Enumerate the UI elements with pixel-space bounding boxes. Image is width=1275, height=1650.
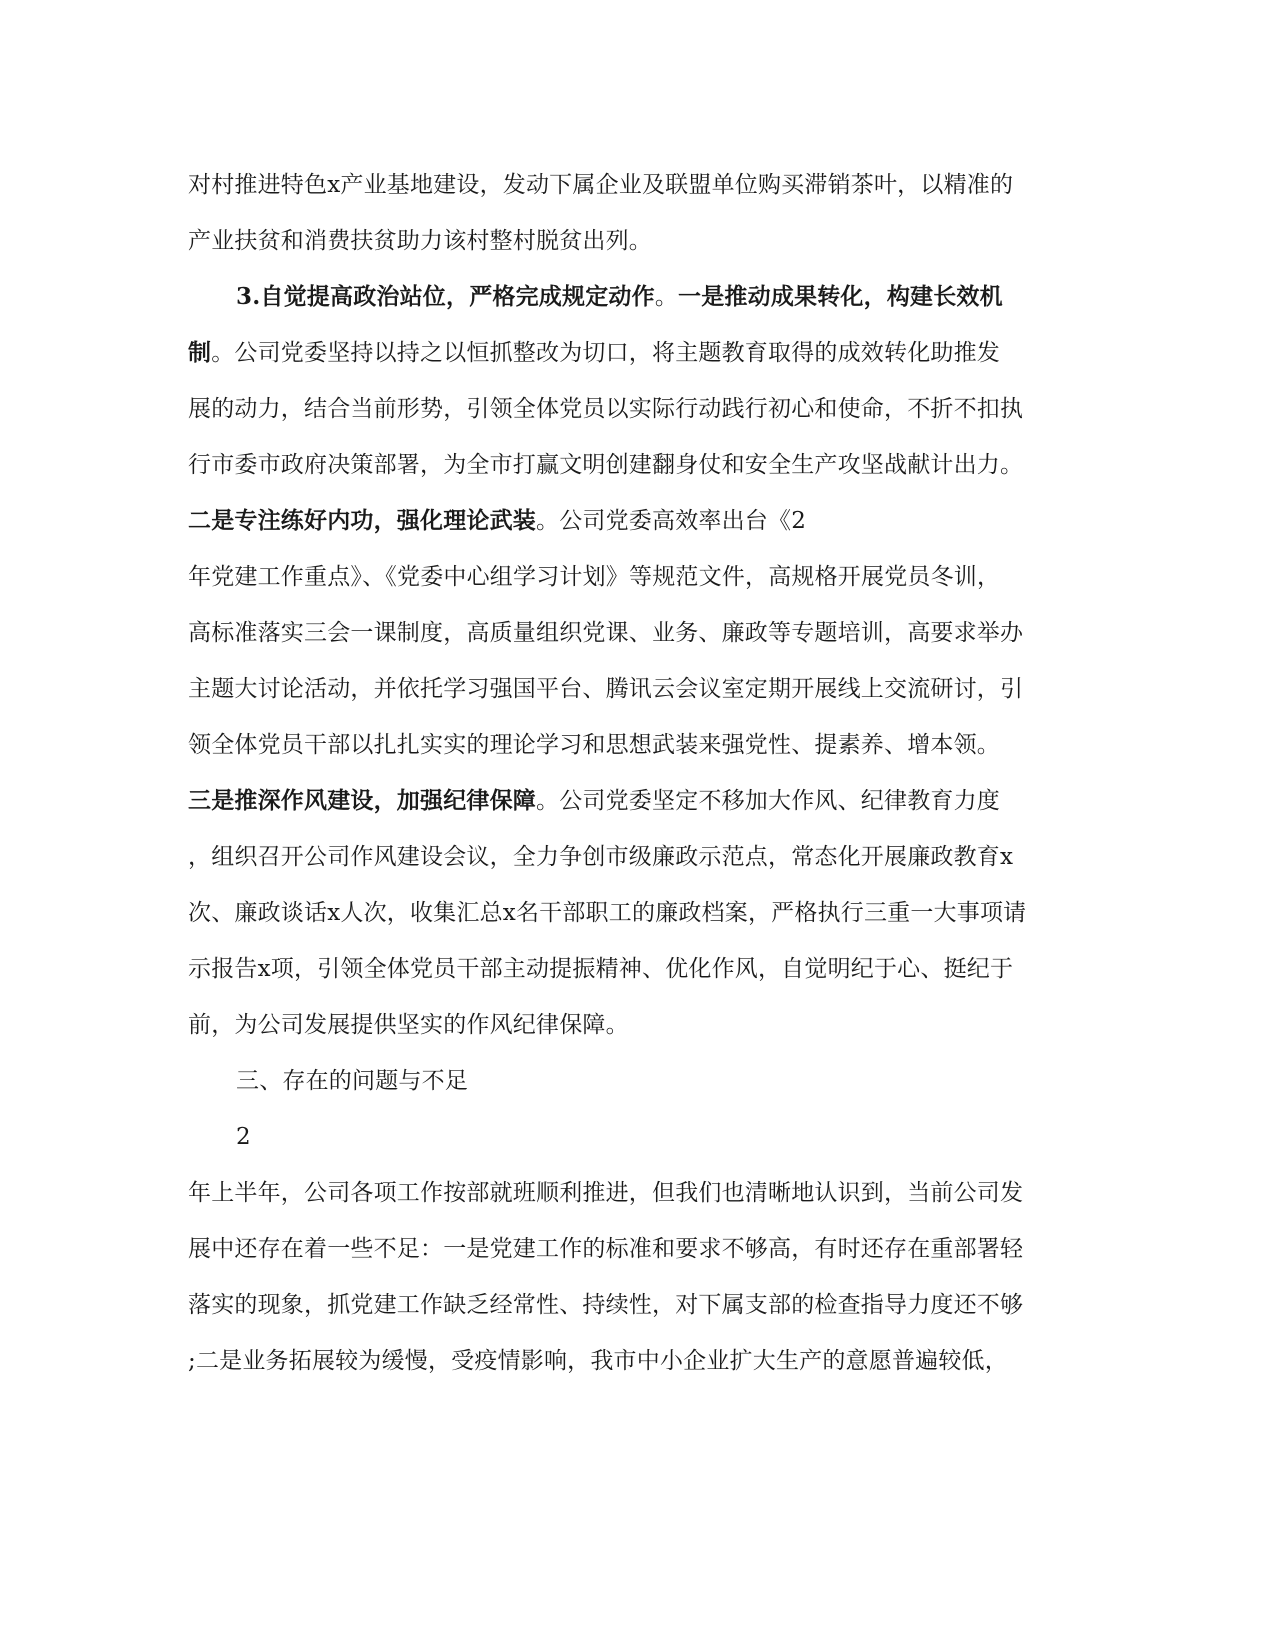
text-line bbox=[188, 170, 1013, 200]
text-line bbox=[188, 842, 1013, 872]
text-segment: 2 bbox=[236, 1124, 251, 1150]
text-line bbox=[236, 282, 1003, 312]
text-line bbox=[188, 1346, 1008, 1376]
text-line bbox=[188, 1290, 1023, 1320]
text-segment: 。公司党委高效率出台《2 bbox=[536, 508, 807, 534]
text-segment: 示报告x项，引领全体党员干部主动提振精神、优化作风，自觉明纪于心、挺纪于 bbox=[188, 956, 1014, 982]
text-segment: 前，为公司发展提供坚实的作风纪律保障。 bbox=[188, 1012, 629, 1038]
bold-heading-segment: 三是推深作风建设，加强纪律保障 bbox=[188, 787, 536, 814]
text-line bbox=[188, 562, 1000, 592]
text-line bbox=[188, 450, 1023, 480]
bold-heading-segment: 制 bbox=[188, 339, 212, 366]
text-line bbox=[188, 506, 806, 536]
text-line bbox=[188, 338, 1000, 368]
text-segment: 行市委市政府决策部署，为全市打赢文明创建翻身仗和安全生产攻坚战献计出力。 bbox=[188, 452, 1024, 478]
text-line bbox=[188, 1010, 629, 1040]
text-segment: 领全体党员干部以扎扎实实的理论学习和思想武装来强党性、提素养、增本领。 bbox=[188, 732, 1000, 758]
text-segment: 三、存在的问题与不足 bbox=[236, 1068, 468, 1094]
text-segment: 产业扶贫和消费扶贫助力该村整村脱贫出列。 bbox=[188, 228, 652, 254]
text-segment: 展中还存在着一些不足：一是党建工作的标准和要求不够高，有时还存在重部署轻 bbox=[188, 1236, 1024, 1262]
text-segment: 。 bbox=[654, 284, 679, 310]
text-segment: 次、廉政谈话x人次，收集汇总x名干部职工的廉政档案，严格执行三重一大事项请 bbox=[188, 900, 1027, 926]
text-segment: 高标准落实三会一课制度，高质量组织党课、业务、廉政等专题培训，高要求举办 bbox=[188, 620, 1024, 646]
text-segment: 展的动力，结合当前形势，引领全体党员以实际行动践行初心和使命，不折不扣执 bbox=[188, 396, 1024, 422]
text-line bbox=[188, 786, 1000, 816]
text-segment: 对村推进特色x产业基地建设，发动下属企业及联盟单位购买滞销茶叶，以精准的 bbox=[188, 172, 1014, 198]
text-segment: 。公司党委坚定不移加大作风、纪律教育力度 bbox=[536, 788, 1000, 814]
text-segment: ;二是业务拓展较为缓慢，受疫情影响，我市中小企业扩大生产的意愿普遍较低， bbox=[188, 1348, 1008, 1374]
text-segment: 主题大讨论活动，并依托学习强国平台、腾讯云会议室定期开展线上交流研讨，引 bbox=[188, 676, 1024, 702]
text-segment: ，组织召开公司作风建设会议，全力争创市级廉政示范点，常态化开展廉政教育x bbox=[188, 844, 1014, 870]
text-segment: 。公司党委坚持以持之以恒抓整改为切口，将主题教育取得的成效转化助推发 bbox=[211, 340, 1001, 366]
bold-heading-segment: 一是推动成果转化，构建长效机 bbox=[678, 283, 1003, 310]
text-segment: 落实的现象，抓党建工作缺乏经常性、持续性，对下属支部的检查指导力度还不够 bbox=[188, 1292, 1024, 1318]
text-line bbox=[188, 1178, 1023, 1208]
text-line bbox=[188, 1234, 1023, 1264]
text-line bbox=[188, 898, 1026, 928]
text-line bbox=[188, 394, 1023, 424]
text-line bbox=[188, 730, 1000, 760]
text-line bbox=[188, 618, 1023, 648]
text-segment: 年党建工作重点》、《党委中心组学习计划》等规范文件，高规格开展党员冬训， bbox=[188, 564, 1001, 590]
text-segment: 年上半年，公司各项工作按部就班顺利推进，但我们也清晰地认识到，当前公司发 bbox=[188, 1180, 1024, 1206]
bold-heading-segment: 3.自觉提高政治站位，严格完成规定动作 bbox=[236, 283, 655, 310]
text-line bbox=[188, 954, 1013, 984]
section-heading bbox=[236, 1066, 468, 1096]
text-line bbox=[236, 1122, 251, 1152]
text-line bbox=[188, 674, 1023, 704]
bold-heading-segment: 二是专注练好内功，强化理论武装 bbox=[188, 507, 536, 534]
text-line bbox=[188, 226, 652, 256]
